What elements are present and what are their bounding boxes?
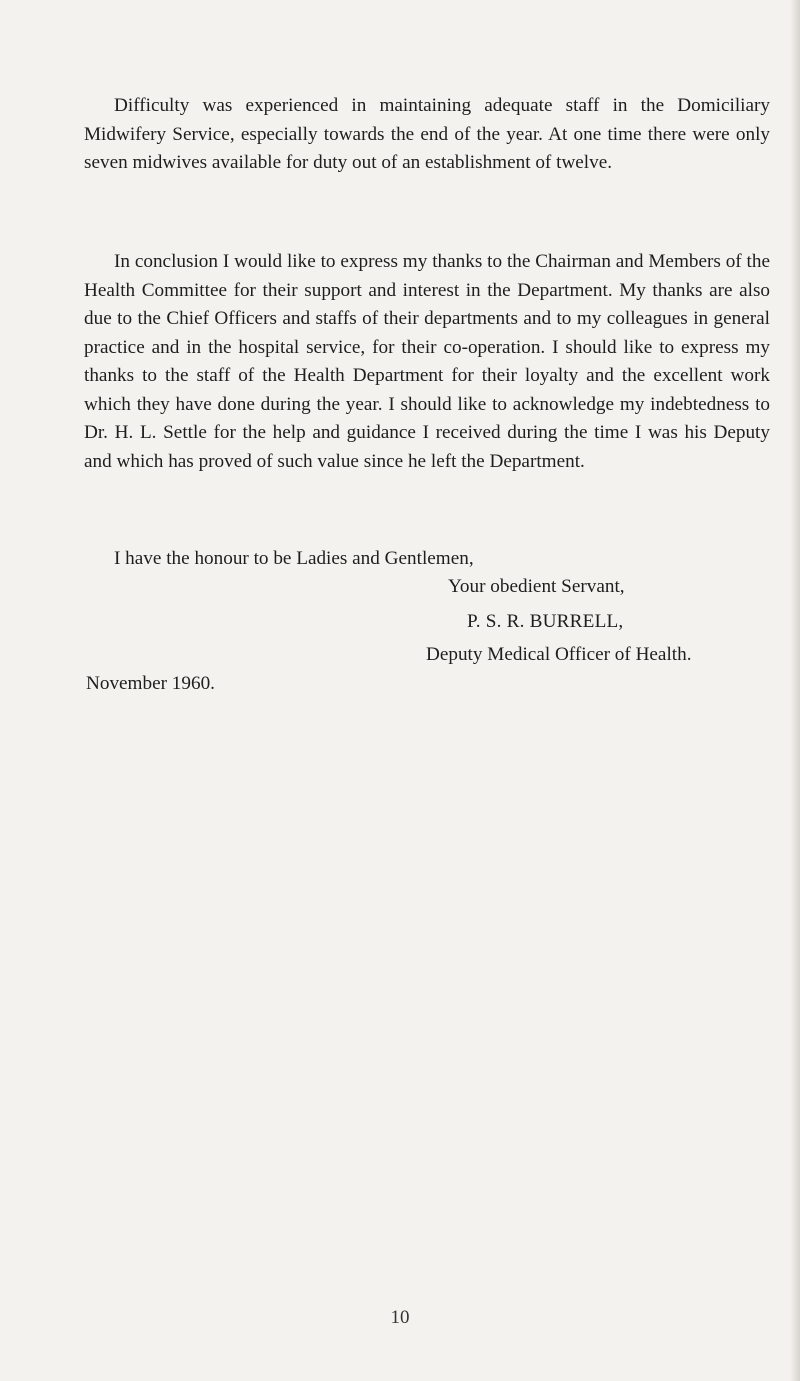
text-block-staffing [84,92,770,178]
text-block-salutation [84,545,770,574]
page-edge-shadow [790,0,800,1381]
text-block-conclusion [84,248,770,476]
page-number: 10 [390,1307,410,1328]
signature-name: P. S. R. BURRELL, [467,611,624,632]
paragraph-staffing: Difficulty was experienced in maintaining adequate staff in the Domiciliary Midwifery Service, especially towards the end of the year. At one time there were only seven midwives available for duty out of an establishment of twelve. [84,95,770,173]
paragraph-salutation: I have the honour to be Ladies and Gentlemen, [114,548,474,569]
signature-title: Deputy Medical Officer of Health. [426,644,692,665]
paragraph-conclusion: In conclusion I would like to express my thanks to the Chairman and Members of the Health Committee for their support and interest in the Department. My thanks are also due to the Chief Officers and staffs of their departments and to my colleagues in general practice and in the hospital service, for their co-operation. I should like to express my thanks to the staff of the Health Department for their loyalty and the excellent work which they have done during the year. I should like to acknowledge my indebtedness to Dr. H. L. Settle for the help and guidance I received during the time I was his Deputy and which has proved of such value since he left the Department. [84,251,770,472]
document-date: November 1960. [86,673,215,694]
signature-closing: Your obedient Servant, [448,576,625,597]
